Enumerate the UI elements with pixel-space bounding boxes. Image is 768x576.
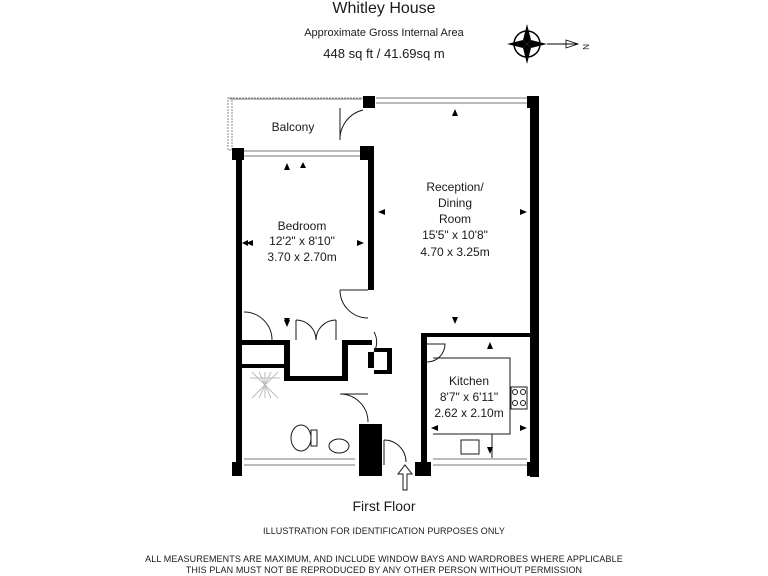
- bathroom-fixtures: [250, 372, 349, 453]
- compass-label: N: [581, 44, 590, 50]
- bedroom-metric: 3.70 x 2.70m: [267, 250, 337, 264]
- disclaimer-line-3: THIS PLAN MUST NOT BE REPRODUCED BY ANY OTHER PERSON WITHOUT PERMISSION: [185, 565, 583, 575]
- balcony-label: Balcony: [271, 120, 315, 134]
- entrance-arrow-icon: [398, 465, 412, 490]
- reception-metric: 4.70 x 3.25m: [420, 245, 490, 259]
- disclaimer-line-1: ILLUSTRATION FOR IDENTIFICATION PURPOSES ONLY: [262, 526, 506, 536]
- gross-area: 448 sq ft / 41.69sq m: [323, 46, 445, 61]
- bedroom-imperial: 12'2" x 8'10": [269, 234, 335, 248]
- reception-imperial: 15'5" x 10'8": [422, 228, 488, 242]
- plan-subtitle: Approximate Gross Internal Area: [304, 27, 464, 39]
- kitchen-metric: 2.62 x 2.10m: [434, 406, 504, 420]
- disclaimer-line-2: ALL MEASUREMENTS ARE MAXIMUM, AND INCLUDE WINDOW BAYS AND WARDROBES WHERE APPLICABLE: [145, 554, 623, 564]
- reception-line-3: Room: [438, 212, 472, 226]
- doors: [244, 108, 445, 465]
- compass-north-icon: [507, 24, 590, 64]
- bedroom-name: Bedroom: [277, 219, 327, 233]
- reception-line-1: Reception/: [426, 180, 484, 194]
- kitchen-imperial: 8'7" x 6'11": [439, 390, 499, 404]
- kitchen-name: Kitchen: [448, 374, 490, 388]
- floor-label: First Floor: [352, 498, 416, 514]
- reception-line-2: Dining: [437, 196, 473, 210]
- plan-title: Whitley House: [332, 0, 436, 17]
